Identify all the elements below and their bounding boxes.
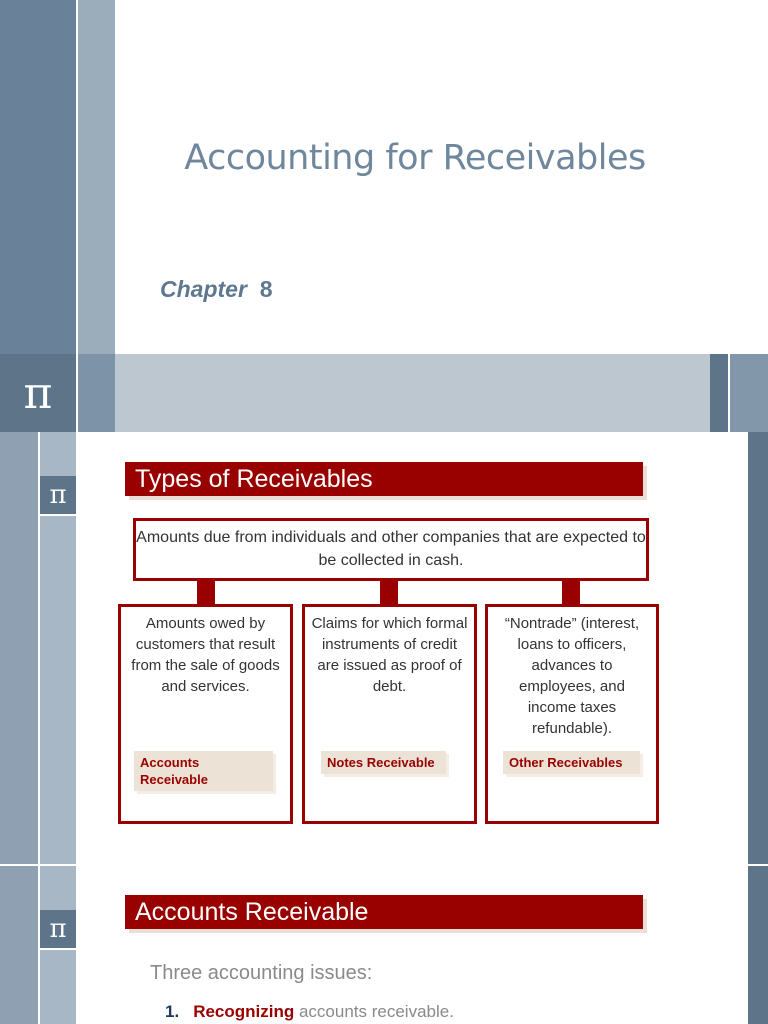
definition-box: Amounts due from individuals and other companies that are expected to be collected in cash. [133, 518, 649, 581]
chapter-number: 8 [259, 276, 273, 302]
chapter-label [160, 276, 272, 303]
list-item-emphasis: Recognizing [193, 1002, 295, 1021]
box-description: “Nontrade” (interest, loans to officers, advances to employees, and income taxes refundable). [504, 615, 640, 737]
tag-accounts-receivable: Accounts Receivable [134, 751, 273, 791]
band-mid-block [78, 354, 115, 432]
list-item [165, 1002, 454, 1022]
slide3-side-light [40, 950, 76, 1024]
receivable-type-box-other [485, 604, 659, 824]
receivable-type-box-notes [302, 604, 477, 824]
slide2-side-light [40, 516, 76, 864]
pi-icon: π [40, 910, 76, 948]
slide3-header: Accounts Receivable [125, 895, 643, 929]
box-description: Claims for which formal instruments of credit are issued as proof of debt. [311, 615, 468, 695]
list-item-text: accounts receivable. [294, 1002, 454, 1021]
tag-notes-receivable: Notes Receivable [321, 751, 446, 774]
slide2-side-light [40, 432, 76, 476]
slide3-subtitle: Three accounting issues: [150, 962, 373, 984]
slide2-left-bar [0, 432, 38, 864]
slide3-left-bar [0, 866, 38, 1024]
slide-title: Accounting for Receivables [184, 138, 646, 178]
pi-icon: π [23, 367, 53, 419]
band-dark-block [710, 354, 728, 432]
chapter-word: Chapter [160, 276, 247, 302]
slide-separator [0, 864, 768, 866]
slide3-right-bar [748, 866, 768, 1024]
tag-other-receivables: Other Receivables [503, 751, 640, 774]
slide2-header: Types of Receivables [125, 462, 643, 496]
title-slide-left-bar [0, 0, 76, 354]
connector [197, 581, 215, 605]
box-description: Amounts owed by customers that result from the sale of goods and services. [131, 615, 280, 695]
pi-icon: π [40, 476, 76, 514]
band-right-block [730, 354, 768, 432]
list-item-number: 1. [165, 1002, 180, 1021]
connector [380, 581, 398, 605]
title-slide-mid-bar [78, 0, 115, 354]
band-light-block [115, 354, 710, 432]
receivable-type-box-accounts [118, 604, 293, 824]
slide2-right-bar [748, 432, 768, 864]
slide3-side-light [40, 866, 76, 910]
connector [562, 581, 580, 605]
pi-logo-box [0, 354, 76, 432]
